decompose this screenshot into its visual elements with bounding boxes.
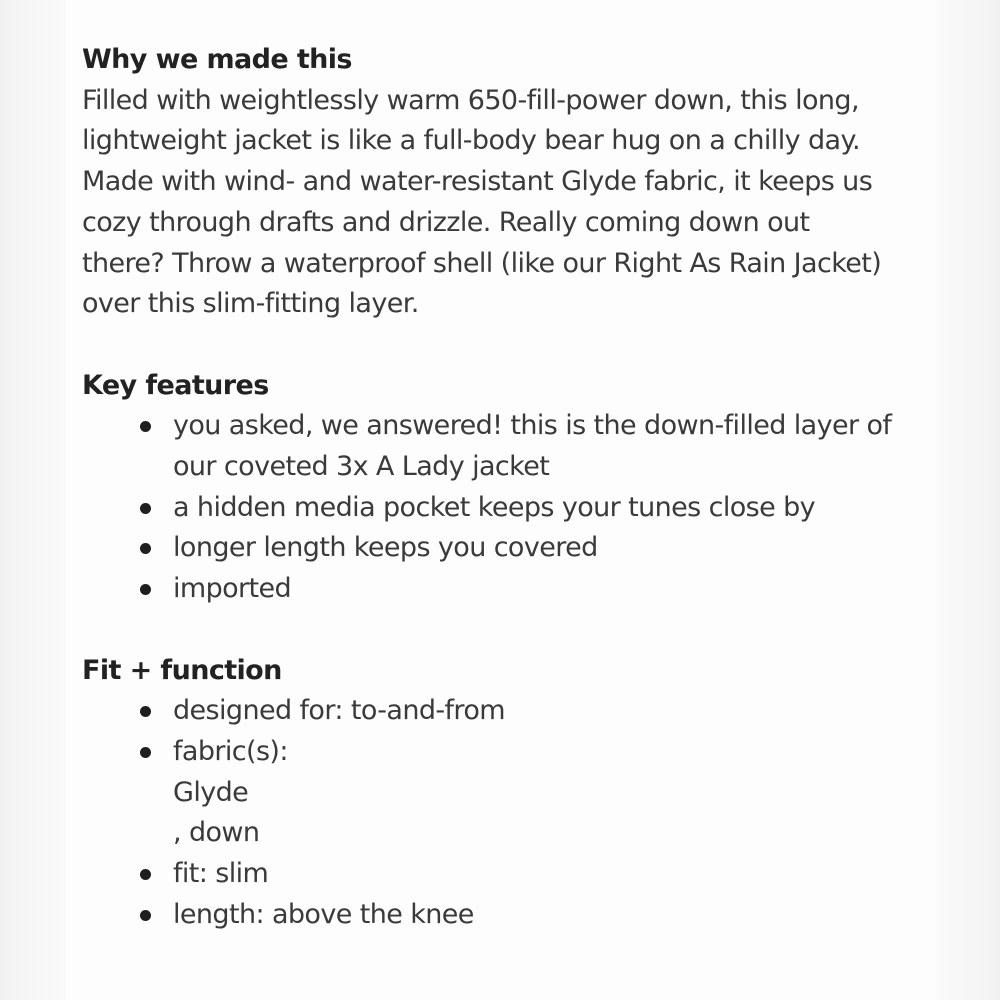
section-spacer xyxy=(82,610,922,651)
right-margin-shade xyxy=(936,0,1000,1000)
list-item-text: fit: slim xyxy=(173,858,269,890)
paragraph-line: lightweight jacket is like a full-body bear hug on a chilly day. xyxy=(82,125,860,157)
product-details-content xyxy=(82,40,922,935)
bullet-icon xyxy=(140,706,151,717)
why-we-made-this-heading: Why we made this xyxy=(82,44,352,75)
bullet-icon xyxy=(140,503,151,514)
list-item xyxy=(173,691,922,732)
paragraph-line: Made with wind- and water-resistant Glyde fabric, it keeps us xyxy=(82,166,873,198)
list-item-text: our coveted 3x A Lady jacket xyxy=(173,451,550,483)
key-features-heading: Key features xyxy=(82,369,269,401)
list-item-text: a hidden media pocket keeps your tunes close by xyxy=(173,491,816,523)
paragraph-line: cozy through drafts and drizzle. Really coming down out xyxy=(82,206,810,238)
list-item-text: longer length keeps you covered xyxy=(173,532,598,564)
fit-function-heading: Fit + function xyxy=(82,654,282,686)
list-item xyxy=(173,528,922,569)
list-item xyxy=(173,854,922,895)
list-item xyxy=(173,569,922,610)
paragraph-line: there? Throw a waterproof shell (like our Right As Rain Jacket) xyxy=(82,247,882,279)
paragraph-line: Filled with weightlessly warm 650-fill-power down, this long, xyxy=(82,84,859,116)
paragraph-line: over this slim-fitting layer. xyxy=(82,288,419,320)
list-item-text: fabric(s): xyxy=(173,735,288,767)
why-we-made-this-paragraph xyxy=(82,81,922,325)
bullet-icon xyxy=(140,543,151,554)
key-features-list xyxy=(82,406,922,610)
section-spacer xyxy=(82,325,922,366)
list-item-text: , down xyxy=(173,817,260,849)
list-item-text: length: above the knee xyxy=(173,898,474,930)
bullet-icon xyxy=(140,421,151,432)
bullet-icon xyxy=(140,869,151,880)
bullet-icon xyxy=(140,747,151,758)
bullet-icon xyxy=(140,910,151,921)
fit-function-list xyxy=(82,691,922,935)
list-item xyxy=(173,895,922,936)
bullet-icon xyxy=(140,584,151,595)
list-item xyxy=(173,406,922,487)
list-item xyxy=(173,732,922,854)
list-item-text: imported xyxy=(173,573,292,605)
list-item-text: Glyde xyxy=(173,776,249,808)
list-item-text: you asked, we answered! this is the down-filled layer of xyxy=(173,410,892,442)
list-item-text: designed for: to-and-from xyxy=(173,695,505,727)
left-margin-shade xyxy=(0,0,66,1000)
list-item xyxy=(173,488,922,529)
